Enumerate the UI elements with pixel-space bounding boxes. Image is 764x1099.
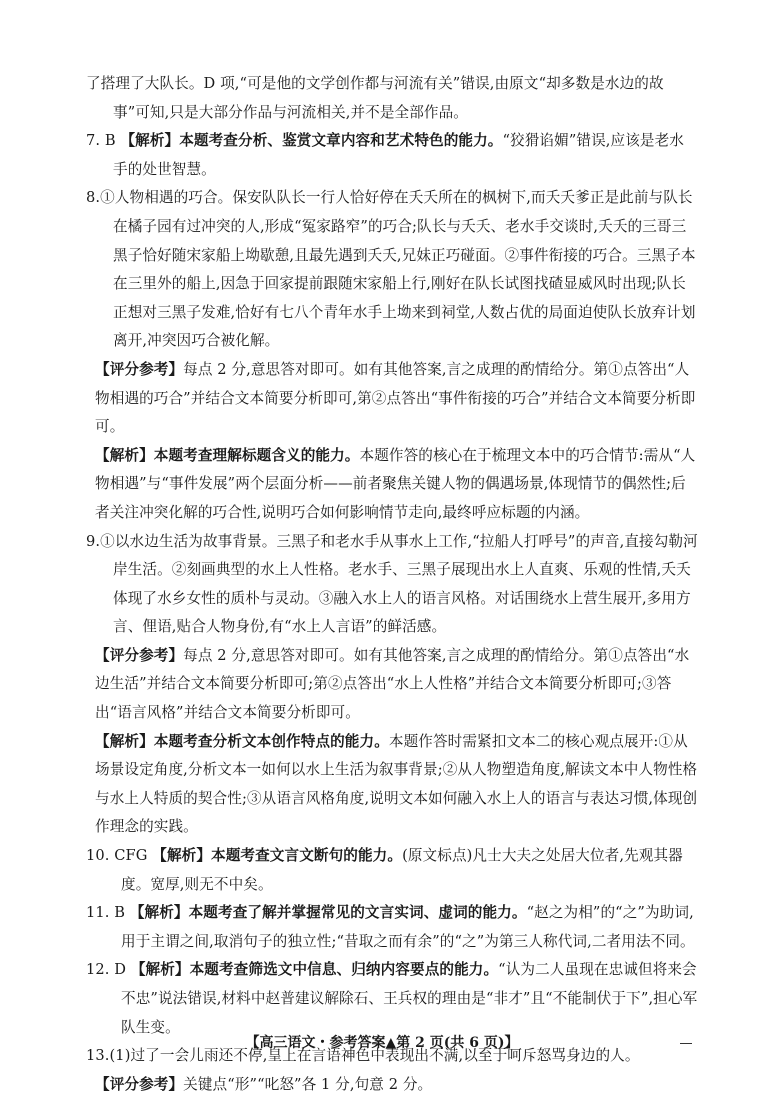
question-number: 8.	[86, 189, 101, 207]
analysis-label: 【解析】	[95, 446, 154, 464]
question-number: 11. B	[86, 904, 126, 922]
analysis-text: “狡猾谄媚”错误,应该是老水手的处世智慧。	[113, 132, 684, 178]
answer-text: (1)过了一会儿雨还不停,皇上在言语神色中表现出不满,以至于呵斥怒骂身边的人。	[109, 1047, 640, 1065]
question-13-score	[86, 1071, 698, 1099]
score-label: 【评分参考】	[95, 1075, 184, 1093]
paragraph-continuation	[86, 70, 698, 127]
score-text: 每点 2 分,意思答对即可。如有其他答案,言之成理的酌情给分。第①点答出“水边生活”并结合文本简要分析即可;第②点答出“水上人性格”并结合文本简要分析即可;③答出“语言风格”并结合文本简要分析即可。	[95, 646, 690, 722]
question-11	[86, 899, 698, 956]
question-number: 13.	[86, 1047, 110, 1065]
answer-text: ①人物相遇的巧合。保安队队长一行人恰好停在夭夭所在的枫树下,而夭夭爹正是此前与队长在橘子园有过冲突的人,形成“冤家路窄”的巧合;队长与夭夭、老水手交谈时,夭夭的三哥三黑子恰好随宋家船上坳歇憩,且最先遇到夭夭,兄妹正巧碰面。②事件衔接的巧合。三黑子本在三里外的船上,因急于回家提前跟随宋家船上行,刚好在队长试图找碴显威风时出现;队长正想对三黑子发难,恰好有七八个青年水手上坳来到祠堂,人数占优的局面迫使队长放弃计划离开,冲突因巧合被化解。	[100, 189, 696, 350]
question-9	[86, 528, 698, 642]
score-label: 【评分参考】	[95, 646, 184, 664]
score-text: 关键点“形”“叱怒”各 1 分,句意 2 分。	[183, 1075, 433, 1093]
corner-mark	[680, 1043, 692, 1044]
analysis-bold: 本题考查文言文断句的能力。	[211, 847, 403, 865]
analysis-bold: 本题考查分析、鉴赏文章内容和艺术特色的能力。	[179, 132, 503, 150]
analysis-text: “赵之为相”的“之”为助词,用于主谓之间,取消句子的独立性;“昔取之而有余”的“之”为第三人称代词,二者用法不同。	[121, 904, 695, 950]
question-number: 7. B	[86, 132, 116, 150]
analysis-text: 本题作答的核心在于梳理文本中的巧合情节:需从“人物相遇”与“事件发展”两个层面分析——前者聚焦关键人物的偶遇场景,体现情节的偶然性;后者关注冲突化解的巧合性,说明巧合如何影响情节走向,最终呼应标题的内涵。	[95, 446, 696, 521]
score-text: 每点 2 分,意思答对即可。如有其他答案,言之成理的酌情给分。第①点答出“人物相遇的巧合”并结合文本简要分析即可,第②点答出“事件衔接的巧合”并结合文本简要分析即可。	[95, 360, 696, 436]
analysis-bold: 本题考查了解并掌握常见的文言实词、虚词的能力。	[188, 904, 527, 922]
analysis-text: 本题作答时需紧扣文本二的核心观点展开:①从场景设定角度,分析文本一如何以水上生活为叙事背景;②从人物塑造角度,解读文本中人物性格与水上人特质的契合性;③从语言风格角度,说明文本如何融入水上人的语言与表达习惯,体现创作理念的实践。	[95, 732, 698, 836]
answer-content	[86, 70, 698, 1099]
question-12	[86, 956, 698, 1042]
question-number: 10. CFG	[86, 847, 148, 865]
analysis-label: 【解析】	[120, 132, 180, 150]
question-8-score	[86, 356, 698, 442]
answer-text: ①以水边生活为故事背景。三黑子和老水手从事水上工作,“拉船人打呼号”的声音,直接勾勒河岸生活。②刻画典型的水上人性格。老水手、三黑子展现出水上人直爽、乐观的性情,夭夭体现了水乡女性的质朴与灵动。③融入水上人的语言风格。对话围绕水上营生展开,多用方言、俚语,贴合人物身份,有“水上人言语”的鲜活感。	[100, 532, 698, 636]
analysis-label: 【解析】	[129, 904, 189, 922]
analysis-label: 【解析】	[152, 847, 212, 865]
question-10	[86, 842, 698, 899]
analysis-label: 【解析】	[95, 732, 154, 750]
question-7	[86, 127, 698, 184]
question-9-score	[86, 642, 698, 728]
question-8-analysis	[86, 442, 698, 528]
page-footer: 【高三语文・参考答案▲第 2 页(共 6 页)】	[245, 1035, 519, 1051]
question-number: 9.	[86, 532, 101, 550]
analysis-bold: 本题考查分析文本创作特点的能力。	[153, 732, 389, 750]
score-label: 【评分参考】	[95, 360, 184, 378]
analysis-bold: 本题考查理解标题含义的能力。	[153, 446, 360, 464]
question-9-analysis	[86, 728, 698, 842]
analysis-bold: 本题考查筛选文中信息、归纳内容要点的能力。	[189, 961, 499, 979]
analysis-text: (原文标点)凡士大夫之处居大位者,先观其器度。宽厚,则无不中矣。	[121, 847, 683, 893]
analysis-label: 【解析】	[130, 961, 190, 979]
continuation-text: 了搭理了大队长。D 项,“可是他的文学创作都与河流有关”错误,由原文“却多数是水边的故事”可知,只是大部分作品与河流相关,并不是全部作品。	[86, 75, 664, 121]
question-number: 12. D	[86, 961, 127, 979]
analysis-text: “认为二人虽现在忠诚但将来会不忠”说法错误,材料中赵普建议解除石、王兵权的理由是“非才”且“不能制伏于下”,担心军队生变。	[121, 961, 698, 1036]
question-8	[86, 184, 698, 356]
